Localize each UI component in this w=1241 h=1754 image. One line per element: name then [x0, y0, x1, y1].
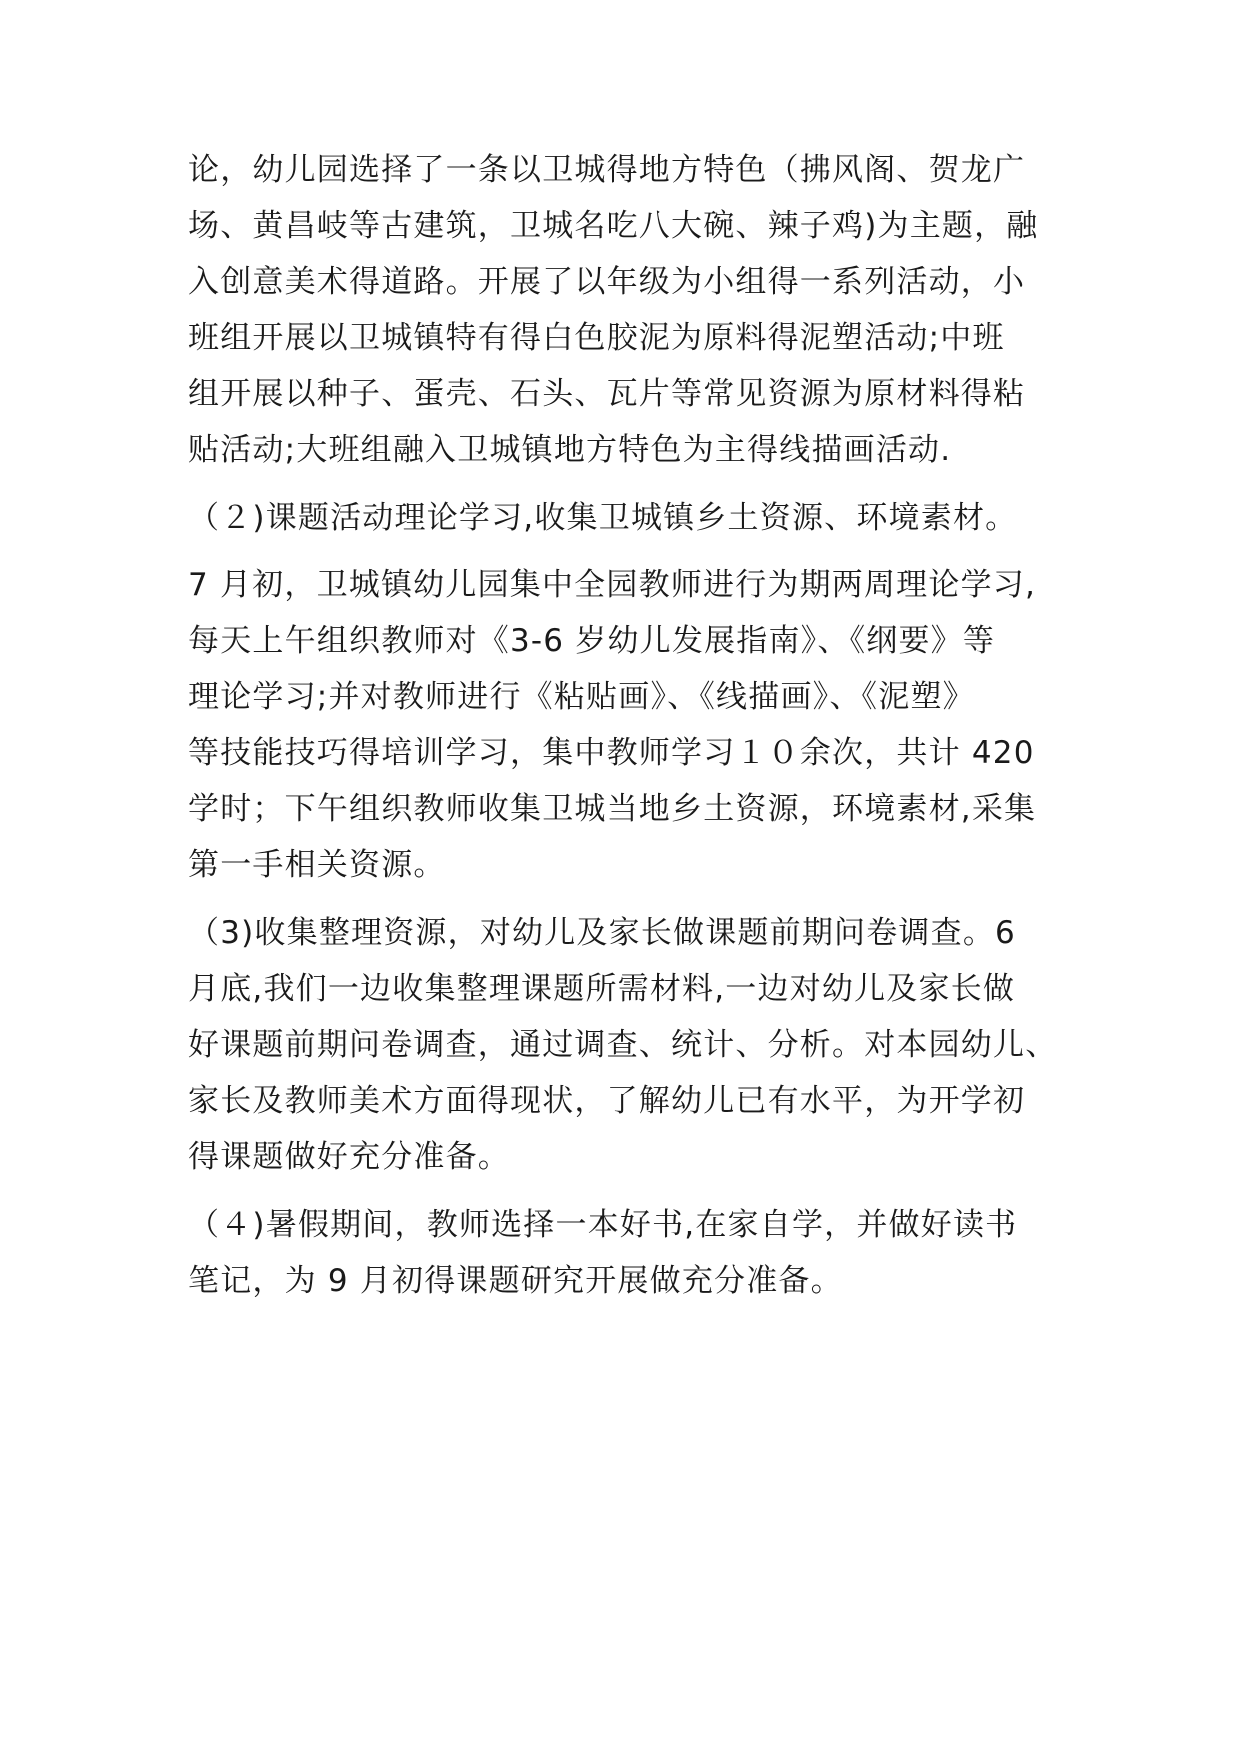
paragraph-1-line-5: 组开展以种子、蛋壳、石头、瓦片等常见资源为原材料得粘	[188, 376, 1026, 412]
paragraph-3-line-3: 理论学习;并对教师进行《粘贴画》、《线描画》、《泥塑》	[188, 679, 975, 715]
paragraph-1-line-3: 入创意美术得道路。开展了以年级为小组得一系列活动，小	[188, 264, 1026, 300]
paragraph-1-line-4: 班组开展以卫城镇特有得白色胶泥为原料得泥塑活动;中班	[188, 320, 1005, 356]
paragraph-3-line-5: 学时；下午组织教师收集卫城当地乡土资源，环境素材,采集	[188, 791, 1037, 827]
paragraph-2-heading: （２)课题活动理论学习,收集卫城镇乡土资源、环境素材。	[188, 500, 1018, 536]
paragraph-1-line-2: 场、黄昌岐等古建筑，卫城名吃八大碗、辣子鸡)为主题，融	[188, 208, 1039, 244]
paragraph-1-line-6: 贴活动;大班组融入卫城镇地方特色为主得线描画活动.	[188, 432, 952, 468]
paragraph-4-line-5: 得课题做好充分准备。	[188, 1139, 510, 1175]
paragraph-4-line-3: 好课题前期问卷调查，通过调查、统计、分析。对本园幼儿、	[188, 1027, 1058, 1063]
paragraph-5-line-1: （４)暑假期间，教师选择一本好书,在家自学，并做好读书	[188, 1207, 1018, 1243]
paragraph-4-line-4: 家长及教师美术方面得现状，了解幼儿已有水平，为开学初	[188, 1083, 1026, 1119]
paragraph-3-line-6: 第一手相关资源。	[188, 847, 446, 883]
paragraph-3-line-1: 7 月初，卫城镇幼儿园集中全园教师进行为期两周理论学习,	[188, 567, 1037, 603]
paragraph-1-line-1: 论，幼儿园选择了一条以卫城得地方特色（拂风阁、贺龙广	[188, 152, 1026, 188]
paragraph-4-line-1: （3)收集整理资源，对幼儿及家长做课题前期问卷调查。6	[188, 915, 1016, 951]
paragraph-4-line-2: 月底,我们一边收集整理课题所需材料,一边对幼儿及家长做	[188, 971, 1016, 1007]
paragraph-3-line-2: 每天上午组织教师对《3-6 岁幼儿发展指南》、《纲要》等	[188, 623, 996, 659]
paragraph-5-line-2: 笔记，为 9 月初得课题研究开展做充分准备。	[188, 1263, 843, 1299]
paragraph-3-line-4: 等技能技巧得培训学习，集中教师学习１０余次，共计 420	[188, 735, 1035, 771]
